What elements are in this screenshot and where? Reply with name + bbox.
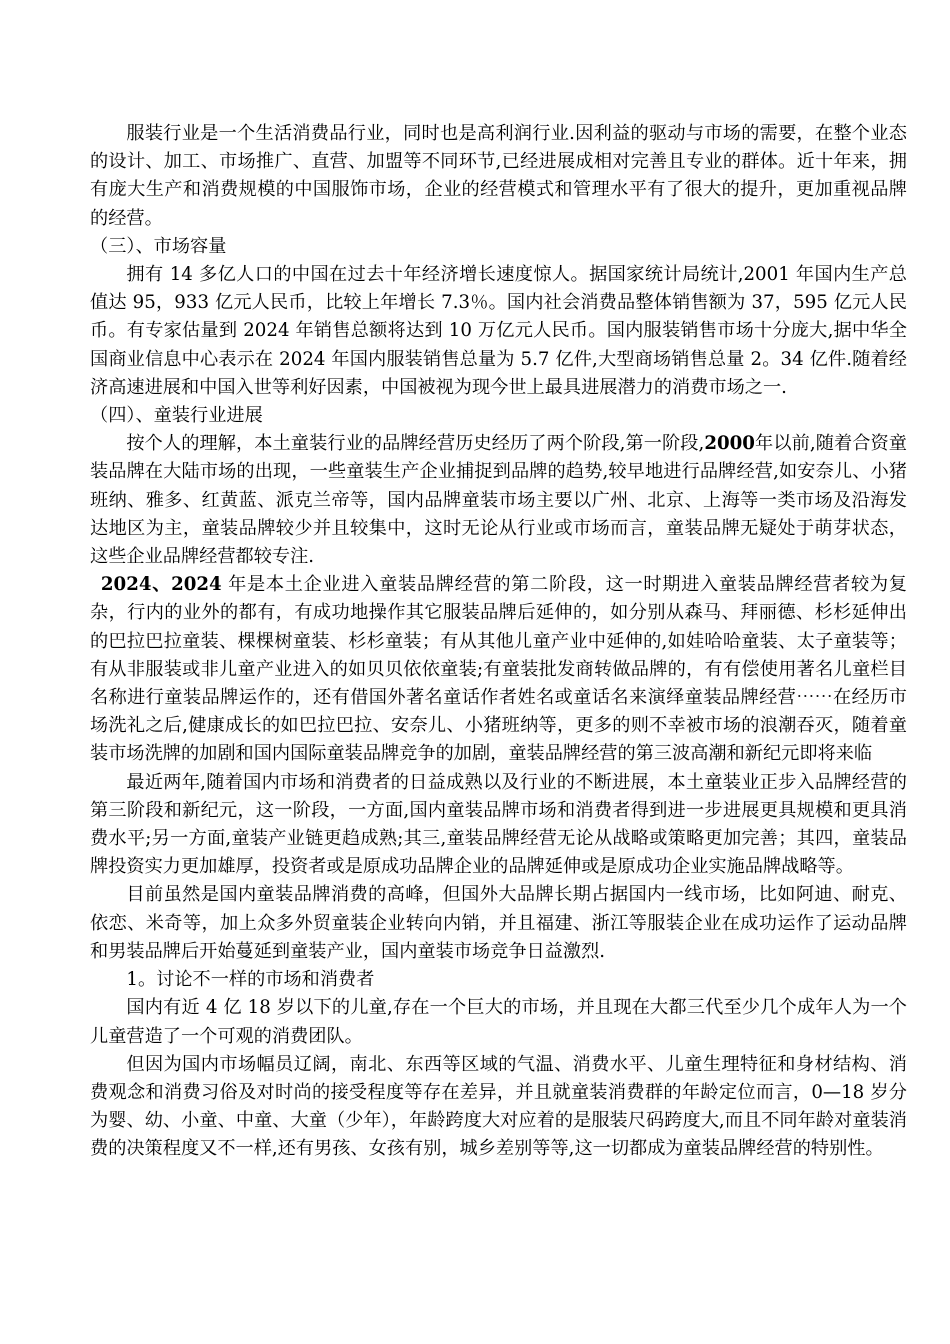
paragraph-first-stage (90, 430, 907, 571)
paragraph-text-before: 按个人的理解，本土童装行业的品牌经营历史经历了两个阶段,第一阶段, (126, 433, 705, 455)
heading-text: （四）、童装行业进展 (90, 405, 263, 427)
document-page (90, 120, 907, 1164)
paragraph-industry-overview (90, 120, 907, 233)
paragraph-market-capacity (90, 261, 907, 402)
paragraph-text: 拥有 14 多亿人口的中国在过去十年经济增长速度惊人。据国家统计局统计,2001 年国内生产总值达 95，933 亿元人民币，比较上年增长 7.3％。国内社会消费品整体销售额为 37，595 亿元人民币。有专家估量到 2024 年销售总额将达到 10 万亿元人民币。国内服装销售市场十分庞大,据中华全国商业信息中心表示在 2024 年国内服装销售总量为 5.7 亿件,大型商场销售总量 2。34 亿件.随着经济高速进展和中国入世等利好因素，中国被视为现今世上最具进展潜力的消费市场之一. (90, 264, 907, 398)
paragraph-text: 但因为国内市场幅员辽阔，南北、东西等区域的气温、消费水平、儿童生理特征和身材结构、消费观念和消费习俗及对时尚的接受程度等存在差异，并且就童装消费群的年龄定位而言，0—18 岁分为婴、幼、小童、中童、大童（少年），年龄跨度大对应着的是服装尺码跨度大,而且不同年龄对童装消费的决策程度又不一样,还有男孩、女孩有别，城乡差别等等,这一切都成为童装品牌经营的特别性。 (90, 1053, 907, 1160)
paragraph-text: 最近两年,随着国内市场和消费者的日益成熟以及行业的不断进展，本土童装业正步入品牌经营的第三阶段和新纪元，这一阶段，一方面,国内童装品牌市场和消费者得到进一步进展更具规模和更具消费水平;另一方面,童装产业链更趋成熟;其三,童装品牌经营无论从战略或策略更加完善；其四，童装品牌投资实力更加雄厚，投资者或是原成功品牌企业的品牌延伸或是原成功企业实施品牌战略等。 (90, 771, 907, 878)
paragraph-text: 国内有近 4 亿 18 岁以下的儿童,存在一个巨大的市场，并且现在大都三代至少几个成年人为一个儿童营造了一个可观的消费团队。 (90, 997, 907, 1047)
paragraph-competition (90, 881, 907, 966)
paragraph-text: 目前虽然是国内童装品牌消费的高峰，但国外大品牌长期占据国内一线市场，比如阿迪、耐克、依恋、米奇等，加上众多外贸童装企业转向内销，并且福建、浙江等服装企业在成功运作了运动品牌和男装品牌后开始蔓延到童装产业，国内童装市场竞争日益激烈. (90, 884, 907, 962)
paragraph-text: 服装行业是一个生活消费品行业，同时也是高利润行业.因利益的驱动与市场的需要，在整个业态的设计、加工、市场推广、直营、加盟等不同环节,已经进展成相对完善且专业的群体。近十年来，拥有庞大生产和消费规模的中国服饰市场，企业的经营模式和管理水平有了很大的提升，更加重视品牌的经营。 (90, 123, 907, 229)
bold-years: 2024、2024 (100, 574, 222, 596)
paragraph-second-stage (90, 571, 907, 768)
paragraph-text-after: 年以前,随着合资童装品牌在大陆市场的出现，一些童装生产企业捕捉到品牌的趋势,较早地进行品牌经营,如安奈儿、小猪班纳、雅多、红黄蓝、派克兰帝等，国内品牌童装市场主要以广州、北京、上海等一类市场及沿海发达地区为主，童装品牌较少并且较集中，这时无论从行业或市场而言，童装品牌无疑处于萌芽状态，这些企业品牌经营都较专注. (90, 433, 907, 568)
bold-year: 2000 (704, 433, 755, 455)
paragraph-third-stage (90, 769, 907, 882)
paragraph-market-differences (90, 1051, 907, 1164)
paragraph-text-after: 年是本土企业进入童装品牌经营的第二阶段，这一时期进入童装品牌经营者较为复杂，行内的业外的都有，有成功地操作其它服装品牌后延伸的，如分别从森马、拜丽德、杉杉延伸出的巴拉巴拉童装、棵棵树童装、杉杉童装；有从其他儿童产业中延伸的,如娃哈哈童装、太子童装等；有从非服装或非儿童产业进入的如贝贝依依童装;有童装批发商转做品牌的，有有偿使用著名儿童栏目名称进行童装品牌运作的，还有借国外著名童话作者姓名或童话名来演绎童装品牌经营⋯⋯在经历市场洗礼之后,健康成长的如巴拉巴拉、安奈儿、小猪班纳等，更多的则不幸被市场的浪潮吞灭，随着童装市场洗牌的加剧和国内国际童装品牌竞争的加剧，童装品牌经营的第三波高潮和新纪元即将来临 (90, 574, 907, 765)
section-heading-market-capacity (90, 233, 907, 261)
section-heading-kidswear-development (90, 402, 907, 430)
paragraph-children-population (90, 994, 907, 1050)
list-item-text: 1。讨论不一样的市场和消费者 (126, 969, 375, 991)
list-item-research-markets (90, 966, 907, 994)
heading-text: （三）、市场容量 (90, 235, 227, 257)
